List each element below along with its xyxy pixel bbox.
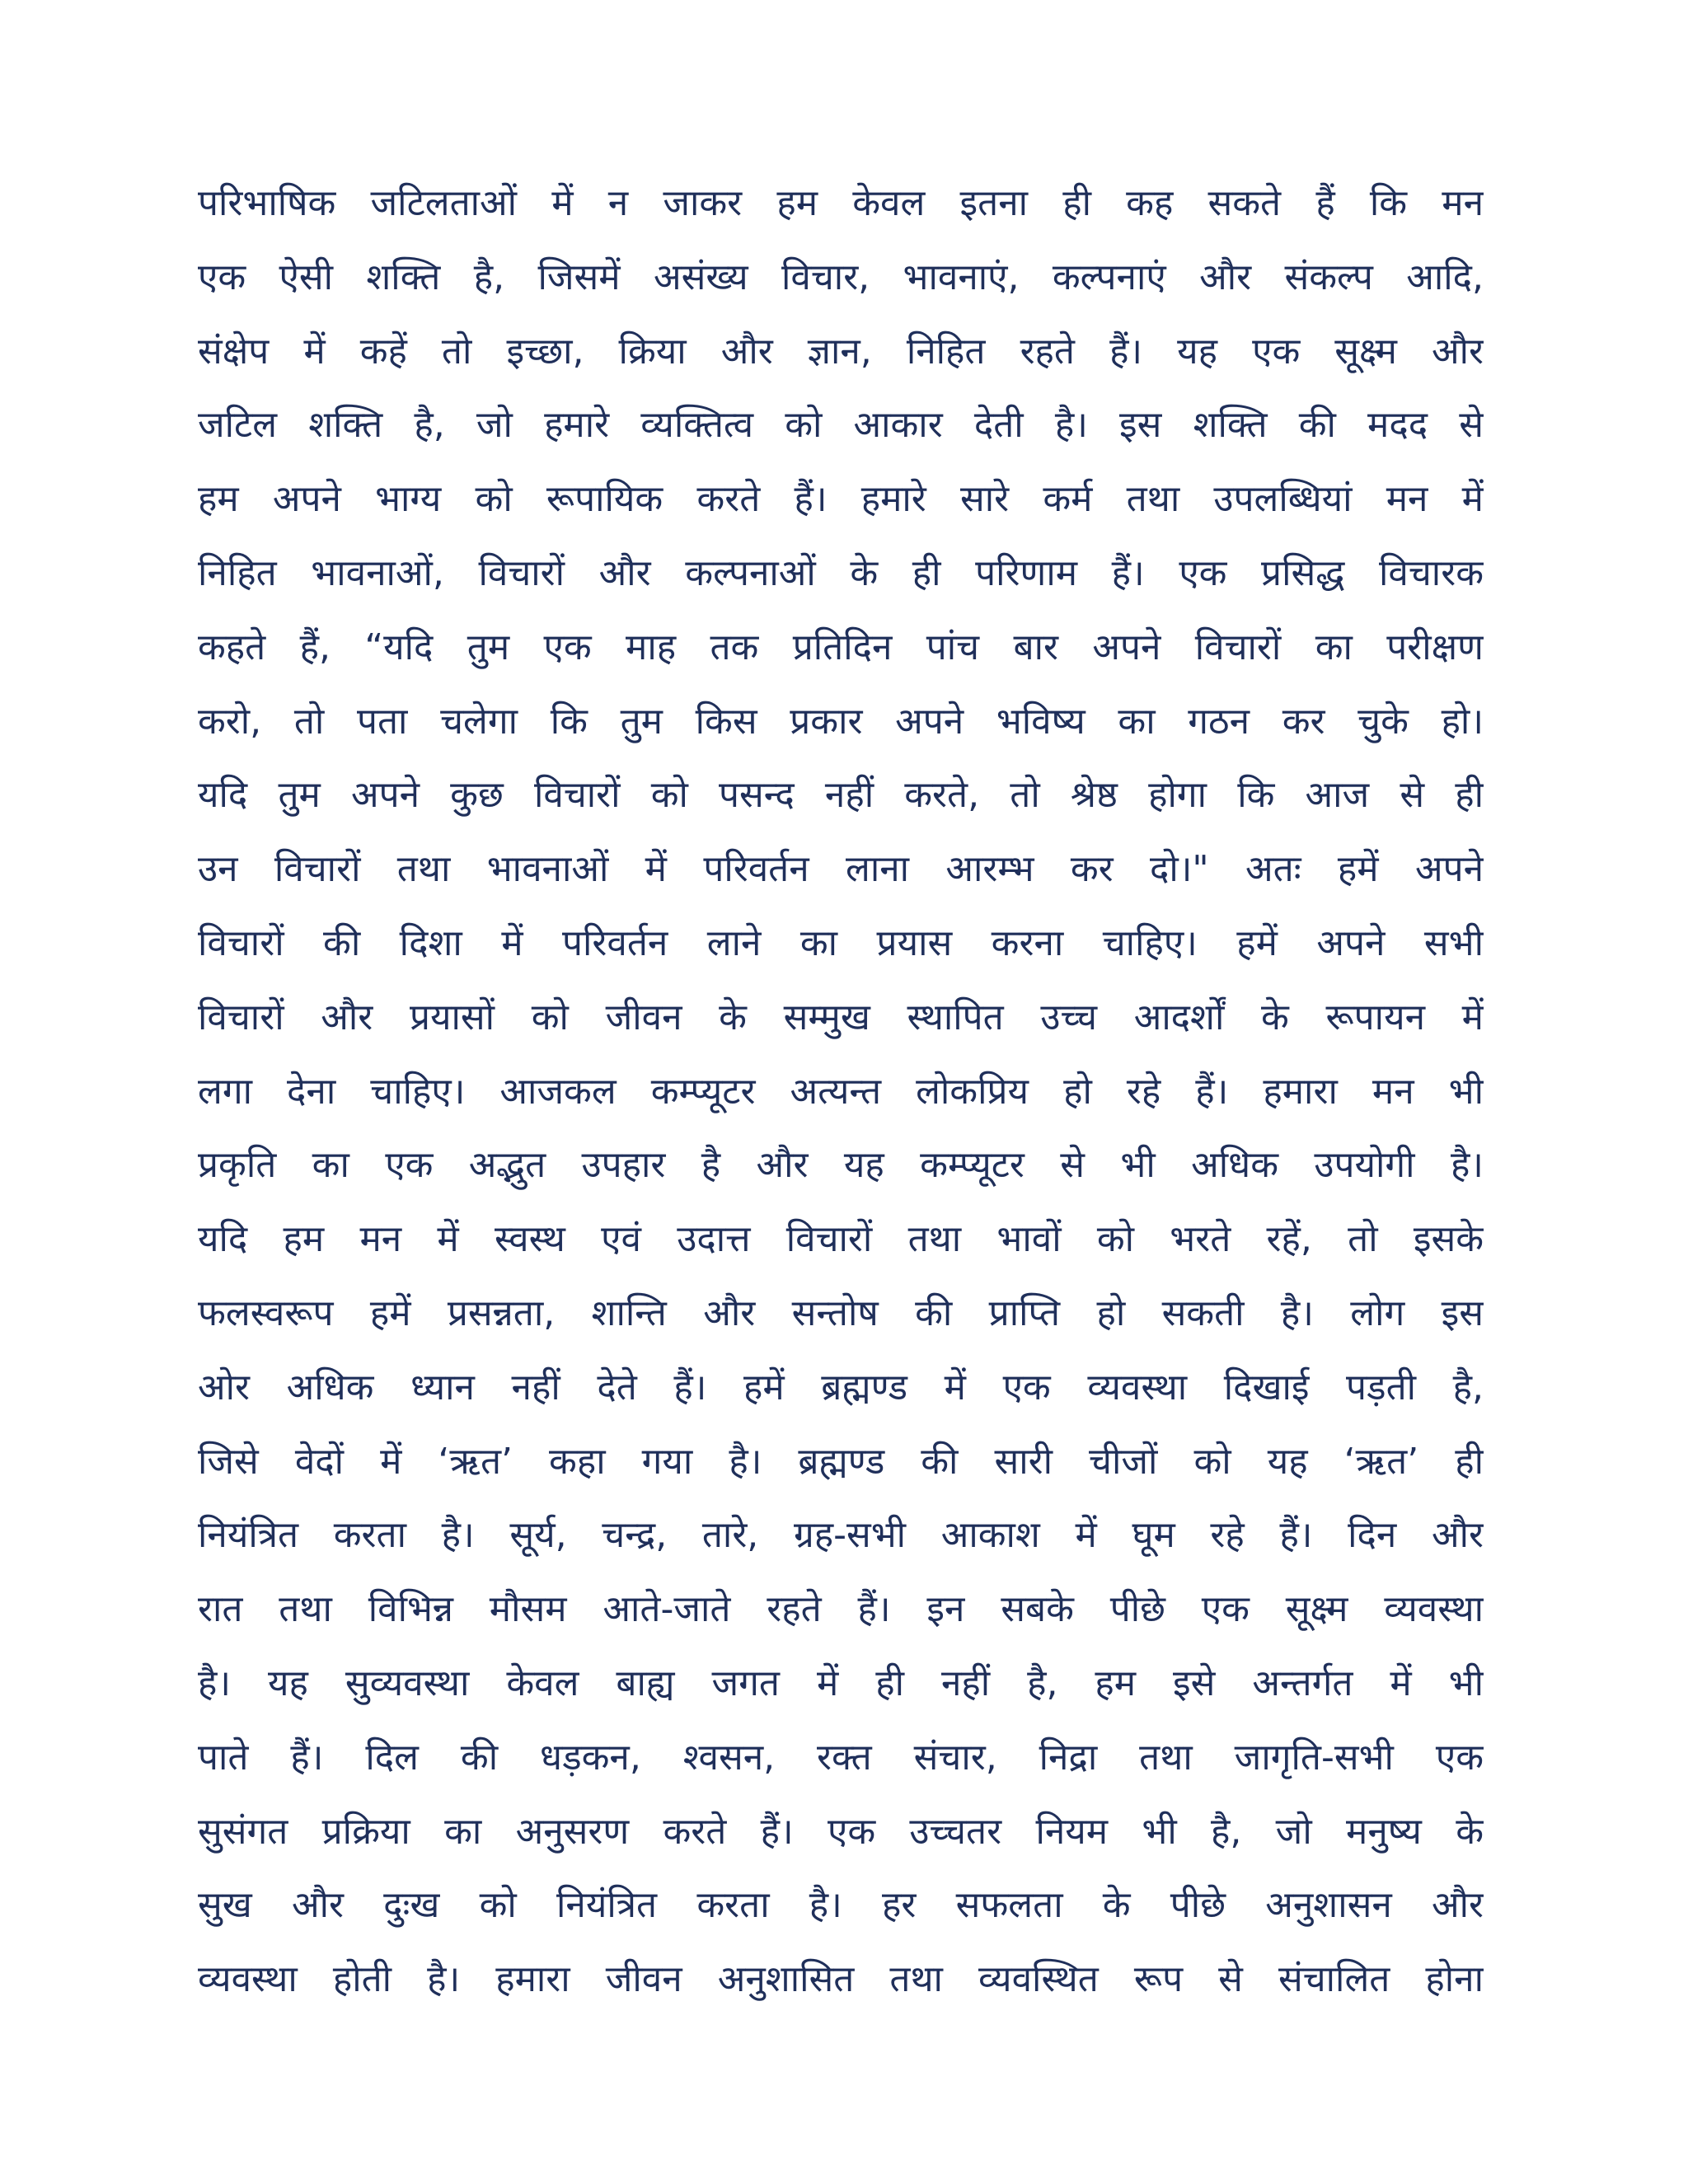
text-line: निहित भावनाओं, विचारों और कल्पनाओं के ही परिणाम हैं। एक प्रसिद्ध विचारक	[198, 551, 1484, 594]
text-line: है। यह सुव्यवस्था केवल बाह्य जगत में ही नहीं है, हम इसे अन्तर्गत में भी	[198, 1661, 1484, 1704]
text-line: करो, तो पता चलेगा कि तुम किस प्रकार अपने भविष्य का गठन कर चुके हो।	[198, 700, 1484, 743]
text-line: व्यवस्था होती है। हमारा जीवन अनुशासित तथा व्यवस्थित रूप से संचालित होना	[198, 1958, 1484, 2001]
text-line: यदि हम मन में स्वस्थ एवं उदात्त विचारों तथा भावों को भरते रहें, तो इसके	[198, 1218, 1484, 1261]
text-line: कहते हैं, “यदि तुम एक माह तक प्रतिदिन पांच बार अपने विचारों का परीक्षण	[198, 626, 1484, 668]
text-line: उन विचारों तथा भावनाओं में परिवर्तन लाना आरम्भ कर दो।" अतः हमें अपने	[198, 848, 1484, 891]
text-line: हम अपने भाग्य को रूपायिक करते हैं। हमारे सारे कर्म तथा उपलब्धियां मन में	[198, 478, 1484, 521]
text-line: यदि तुम अपने कुछ विचारों को पसन्द नहीं करते, तो श्रेष्ठ होगा कि आज से ही	[198, 774, 1484, 817]
text-line: विचारों और प्रयासों को जीवन के सम्मुख स्थापित उच्च आदर्शों के रूपायन में	[198, 996, 1484, 1038]
text-line: फलस्वरूप हमें प्रसन्नता, शान्ति और सन्तोष की प्राप्ति हो सकती है। लोग इस	[198, 1291, 1484, 1334]
text-line: जिसे वेदों में ‘ऋत’ कहा गया है। ब्रह्मण्ड की सारी चीजों को यह ‘ऋत’ ही	[198, 1440, 1484, 1483]
text-line: जटिल शक्ति है, जो हमारे व्यक्तित्व को आकार देती है। इस शक्ति की मदद से	[198, 404, 1484, 447]
text-line: सुसंगत प्रक्रिया का अनुसरण करते हैं। एक उच्चतर नियम भी है, जो मनुष्य के	[198, 1810, 1484, 1853]
text-line: ओर अधिक ध्यान नहीं देते हैं। हमें ब्रह्मण्ड में एक व्यवस्था दिखाई पड़ती है,	[198, 1366, 1484, 1408]
text-line: विचारों की दिशा में परिवर्तन लाने का प्रयास करना चाहिए। हमें अपने सभी	[198, 921, 1484, 964]
body-text	[198, 166, 1484, 2017]
text-line: प्रकृति का एक अद्भुत उपहार है और यह कम्प्यूटर से भी अधिक उपयोगी है।	[198, 1144, 1484, 1187]
text-line: सुख और दुःख को नियंत्रित करता है। हर सफलता के पीछे अनुशासन और	[198, 1884, 1484, 1927]
text-line: लगा देना चाहिए। आजकल कम्प्यूटर अत्यन्त लोकप्रिय हो रहे हैं। हमारा मन भी	[198, 1070, 1484, 1113]
text-line: नियंत्रित करता है। सूर्य, चन्द्र, तारे, ग्रह-सभी आकाश में घूम रहे हैं। दिन और	[198, 1514, 1484, 1557]
text-line: परिभाषिक जटिलताओं में न जाकर हम केवल इतना ही कह सकते हैं कि मन	[198, 182, 1484, 224]
text-line: रात तथा विभिन्न मौसम आते-जाते रहते हैं। इन सबके पीछे एक सूक्ष्म व्यवस्था	[198, 1588, 1484, 1631]
text-line: एक ऐसी शक्ति है, जिसमें असंख्य विचार, भावनाएं, कल्पनाएं और संकल्प आदि,	[198, 255, 1484, 298]
text-line: पाते हैं। दिल की धड़कन, श्वसन, रक्त संचार, निद्रा तथा जागृति-सभी एक	[198, 1736, 1484, 1779]
text-line: संक्षेप में कहें तो इच्छा, क्रिया और ज्ञान, निहित रहते हैं। यह एक सूक्ष्म और	[198, 330, 1484, 373]
